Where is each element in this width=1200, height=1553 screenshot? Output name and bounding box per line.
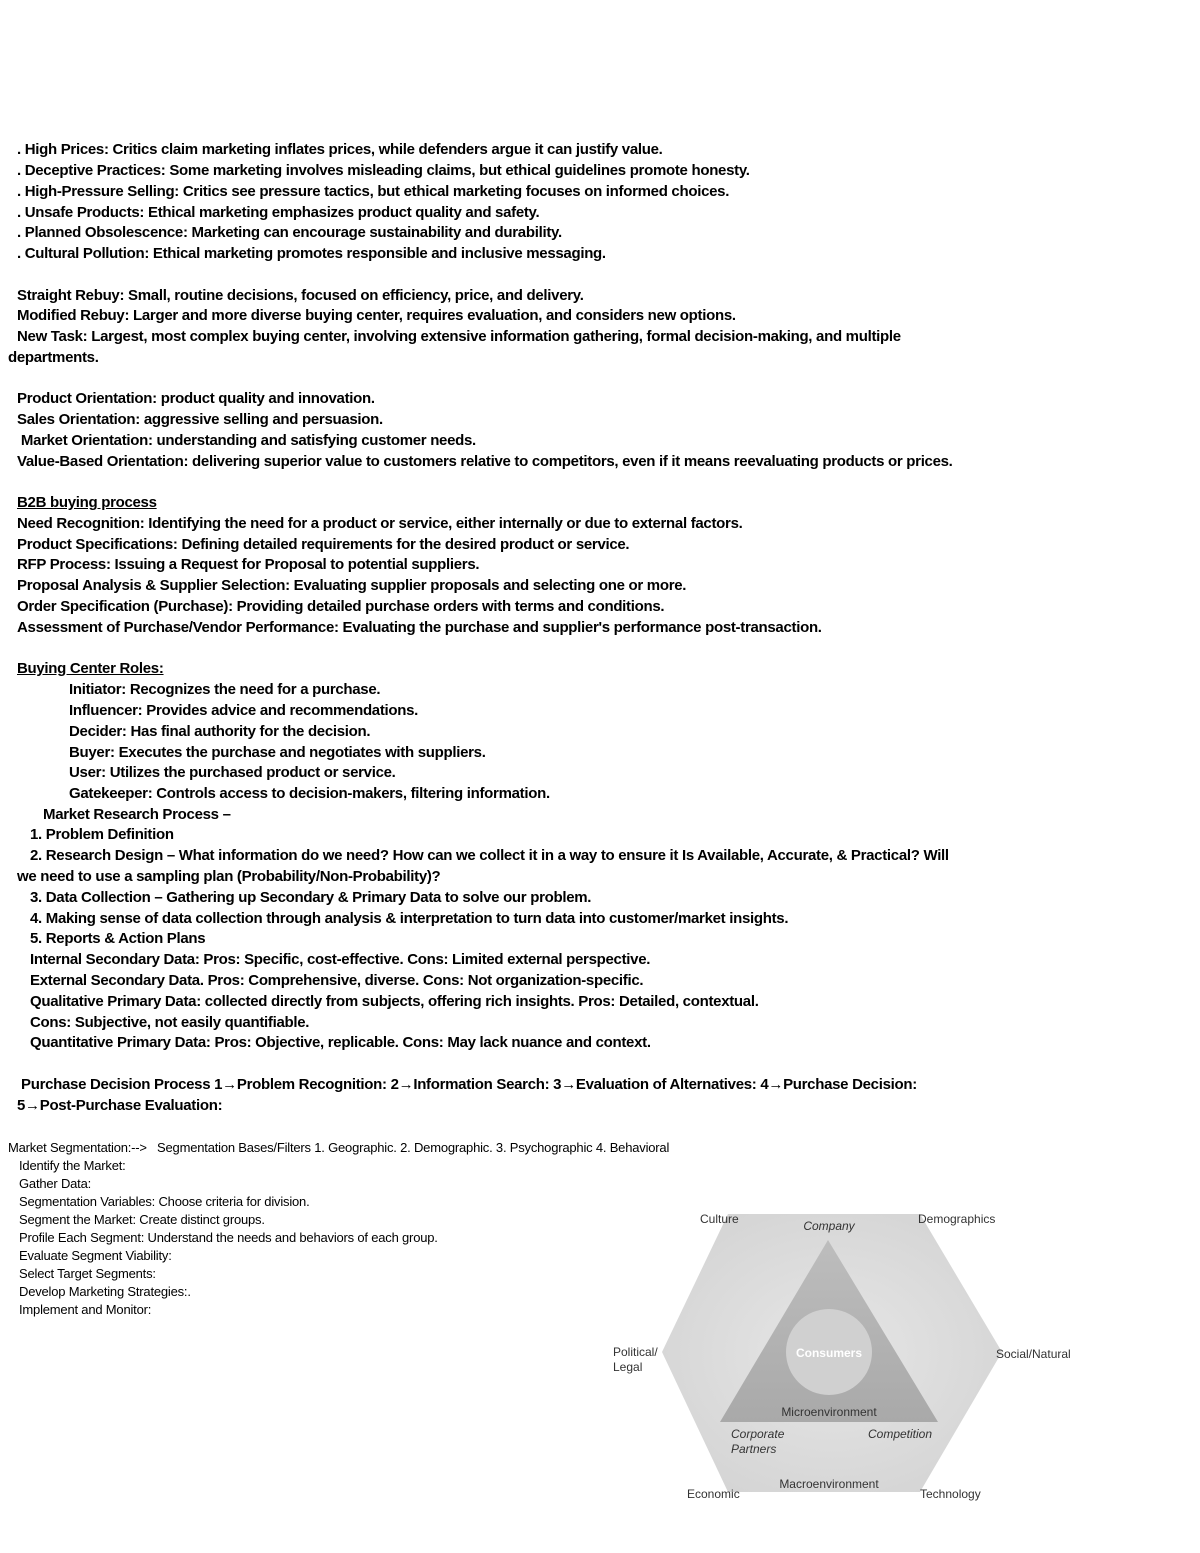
segmentation-step: Evaluate Segment Viability:	[19, 1248, 172, 1263]
technology-label: Technology	[920, 1487, 981, 1501]
data-type-item: Quantitative Primary Data: Pros: Objective, replicable. Cons: May lack nuance and context.	[30, 1034, 651, 1051]
company-label: Company	[803, 1219, 855, 1233]
orientation-item: Value-Based Orientation: delivering superior value to customers relative to competitors, even if it means reevaluating products or prices.	[17, 453, 953, 470]
segmentation-step: Profile Each Segment: Understand the needs and behaviors of each group.	[19, 1230, 438, 1245]
buying-center-role: User: Utilizes the purchased product or service.	[69, 764, 396, 781]
new-task-continuation: departments.	[8, 349, 99, 366]
straight-rebuy: Straight Rebuy: Small, routine decisions, focused on efficiency, price, and delivery.	[17, 287, 584, 304]
social-natural-label: Social/Natural	[996, 1347, 1071, 1361]
macroenvironment-label: Macroenvironment	[779, 1477, 879, 1491]
economic-label: Economic	[687, 1487, 740, 1501]
criticism-item: . Unsafe Products: Ethical marketing emphasizes product quality and safety.	[17, 204, 540, 221]
data-type-item: Qualitative Primary Data: collected directly from subjects, offering rich insights. Pros: Detailed, contextual.	[30, 993, 759, 1010]
culture-label: Culture	[700, 1212, 739, 1226]
research-step: 5. Reports & Action Plans	[30, 930, 206, 947]
corporate-partners-line: Corporate	[731, 1427, 785, 1441]
consumers-label: Consumers	[795, 1346, 863, 1360]
criticism-item: . Planned Obsolescence: Marketing can encourage sustainability and durability.	[17, 224, 562, 241]
research-step: 4. Making sense of data collection through analysis & interpretation to turn data into customer/market insights.	[30, 910, 789, 927]
buying-center-heading: Buying Center Roles:	[17, 660, 164, 677]
b2b-step: Product Specifications: Defining detailed requirements for the desired product or service.	[17, 536, 630, 553]
legal-label: Legal	[613, 1360, 643, 1374]
segmentation-heading: Market Segmentation:--> Segmentation Bases/Filters 1. Geographic. 2. Demographic. 3. Psychographic 4. Behavioral	[8, 1140, 670, 1155]
orientation-item: Market Orientation: understanding and satisfying customer needs.	[17, 432, 476, 449]
buying-center-role: Gatekeeper: Controls access to decision-makers, filtering information.	[69, 785, 550, 802]
segmentation-step: Select Target Segments:	[19, 1266, 156, 1281]
buying-center-role: Initiator: Recognizes the need for a purchase.	[69, 681, 381, 698]
buying-center-role: Influencer: Provides advice and recommendations.	[69, 702, 419, 719]
microenvironment-label: Microenvironment	[781, 1405, 877, 1419]
b2b-step: RFP Process: Issuing a Request for Proposal to potential suppliers.	[17, 556, 480, 573]
segmentation-step: Segmentation Variables: Choose criteria for division.	[19, 1194, 310, 1209]
b2b-step: Assessment of Purchase/Vendor Performance: Evaluating the purchase and supplier's performance post-transaction.	[17, 619, 822, 636]
buying-center-role: Decider: Has final authority for the decision.	[69, 723, 371, 740]
criticism-item: . Deceptive Practices: Some marketing involves misleading claims, but ethical guidelines promote honesty.	[17, 162, 750, 179]
criticism-item: . High-Pressure Selling: Critics see pressure tactics, but ethical marketing focuses on informed choices.	[17, 183, 730, 200]
purchase-process-line: 5→Post-Purchase Evaluation:	[17, 1097, 223, 1114]
research-step: 3. Data Collection – Gathering up Secondary & Primary Data to solve our problem.	[30, 889, 592, 906]
orientation-item: Product Orientation: product quality and innovation.	[17, 390, 375, 407]
criticism-item: . Cultural Pollution: Ethical marketing promotes responsible and inclusive messaging.	[17, 245, 606, 262]
competition-label: Competition	[868, 1427, 933, 1441]
data-type-item: External Secondary Data. Pros: Comprehensive, diverse. Cons: Not organization-specific.	[30, 972, 644, 989]
research-step-continuation: we need to use a sampling plan (Probability/Non-Probability)?	[17, 868, 441, 885]
b2b-heading: B2B buying process	[17, 494, 157, 511]
marketing-environment-diagram	[600, 1200, 1100, 1510]
criticisms-list	[0, 0, 1200, 262]
market-research-section	[0, 790, 1200, 1081]
data-type-item: Cons: Subjective, not easily quantifiable.	[30, 1014, 310, 1031]
segmentation-step: Identify the Market:	[19, 1158, 126, 1173]
corporate-partners-line: Partners	[731, 1442, 777, 1456]
purchase-process-line: Purchase Decision Process 1→Problem Recognition: 2→Information Search: 3→Evaluation of Alternatives: 4→Purchase Decision:	[21, 1076, 917, 1093]
b2b-step: Need Recognition: Identifying the need for a product or service, either internally or due to external factors.	[17, 515, 743, 532]
b2b-step: Proposal Analysis & Supplier Selection: Evaluating supplier proposals and selecting one or more.	[17, 577, 687, 594]
segmentation-step: Gather Data:	[19, 1176, 92, 1191]
segmentation-step: Segment the Market: Create distinct groups.	[19, 1212, 265, 1227]
b2b-step: Order Specification (Purchase): Providing detailed purchase orders with terms and conditions.	[17, 598, 665, 615]
orientation-item: Sales Orientation: aggressive selling and persuasion.	[17, 411, 383, 428]
political-label: Political/	[613, 1345, 658, 1359]
segmentation-step: Implement and Monitor:	[19, 1302, 152, 1317]
data-type-item: Internal Secondary Data: Pros: Specific, cost-effective. Cons: Limited external perspective.	[30, 951, 651, 968]
research-heading: Market Research Process –	[43, 806, 231, 823]
buying-center-role: Buyer: Executes the purchase and negotiates with suppliers.	[69, 744, 486, 761]
modified-rebuy: Modified Rebuy: Larger and more diverse buying center, requires evaluation, and considers new options.	[17, 307, 736, 324]
criticism-item: . High Prices: Critics claim marketing inflates prices, while defenders argue it can justify value.	[17, 141, 663, 158]
research-step: 1. Problem Definition	[30, 826, 174, 843]
new-task: New Task: Largest, most complex buying center, involving extensive information gathering, formal decision-making, and multiple	[17, 328, 901, 345]
research-step: 2. Research Design – What information do we need? How can we collect it in a way to ensure it Is Available, Accurate, & Practical? Will	[30, 847, 949, 864]
demographics-label: Demographics	[918, 1212, 996, 1226]
segmentation-step: Develop Marketing Strategies:.	[19, 1284, 191, 1299]
